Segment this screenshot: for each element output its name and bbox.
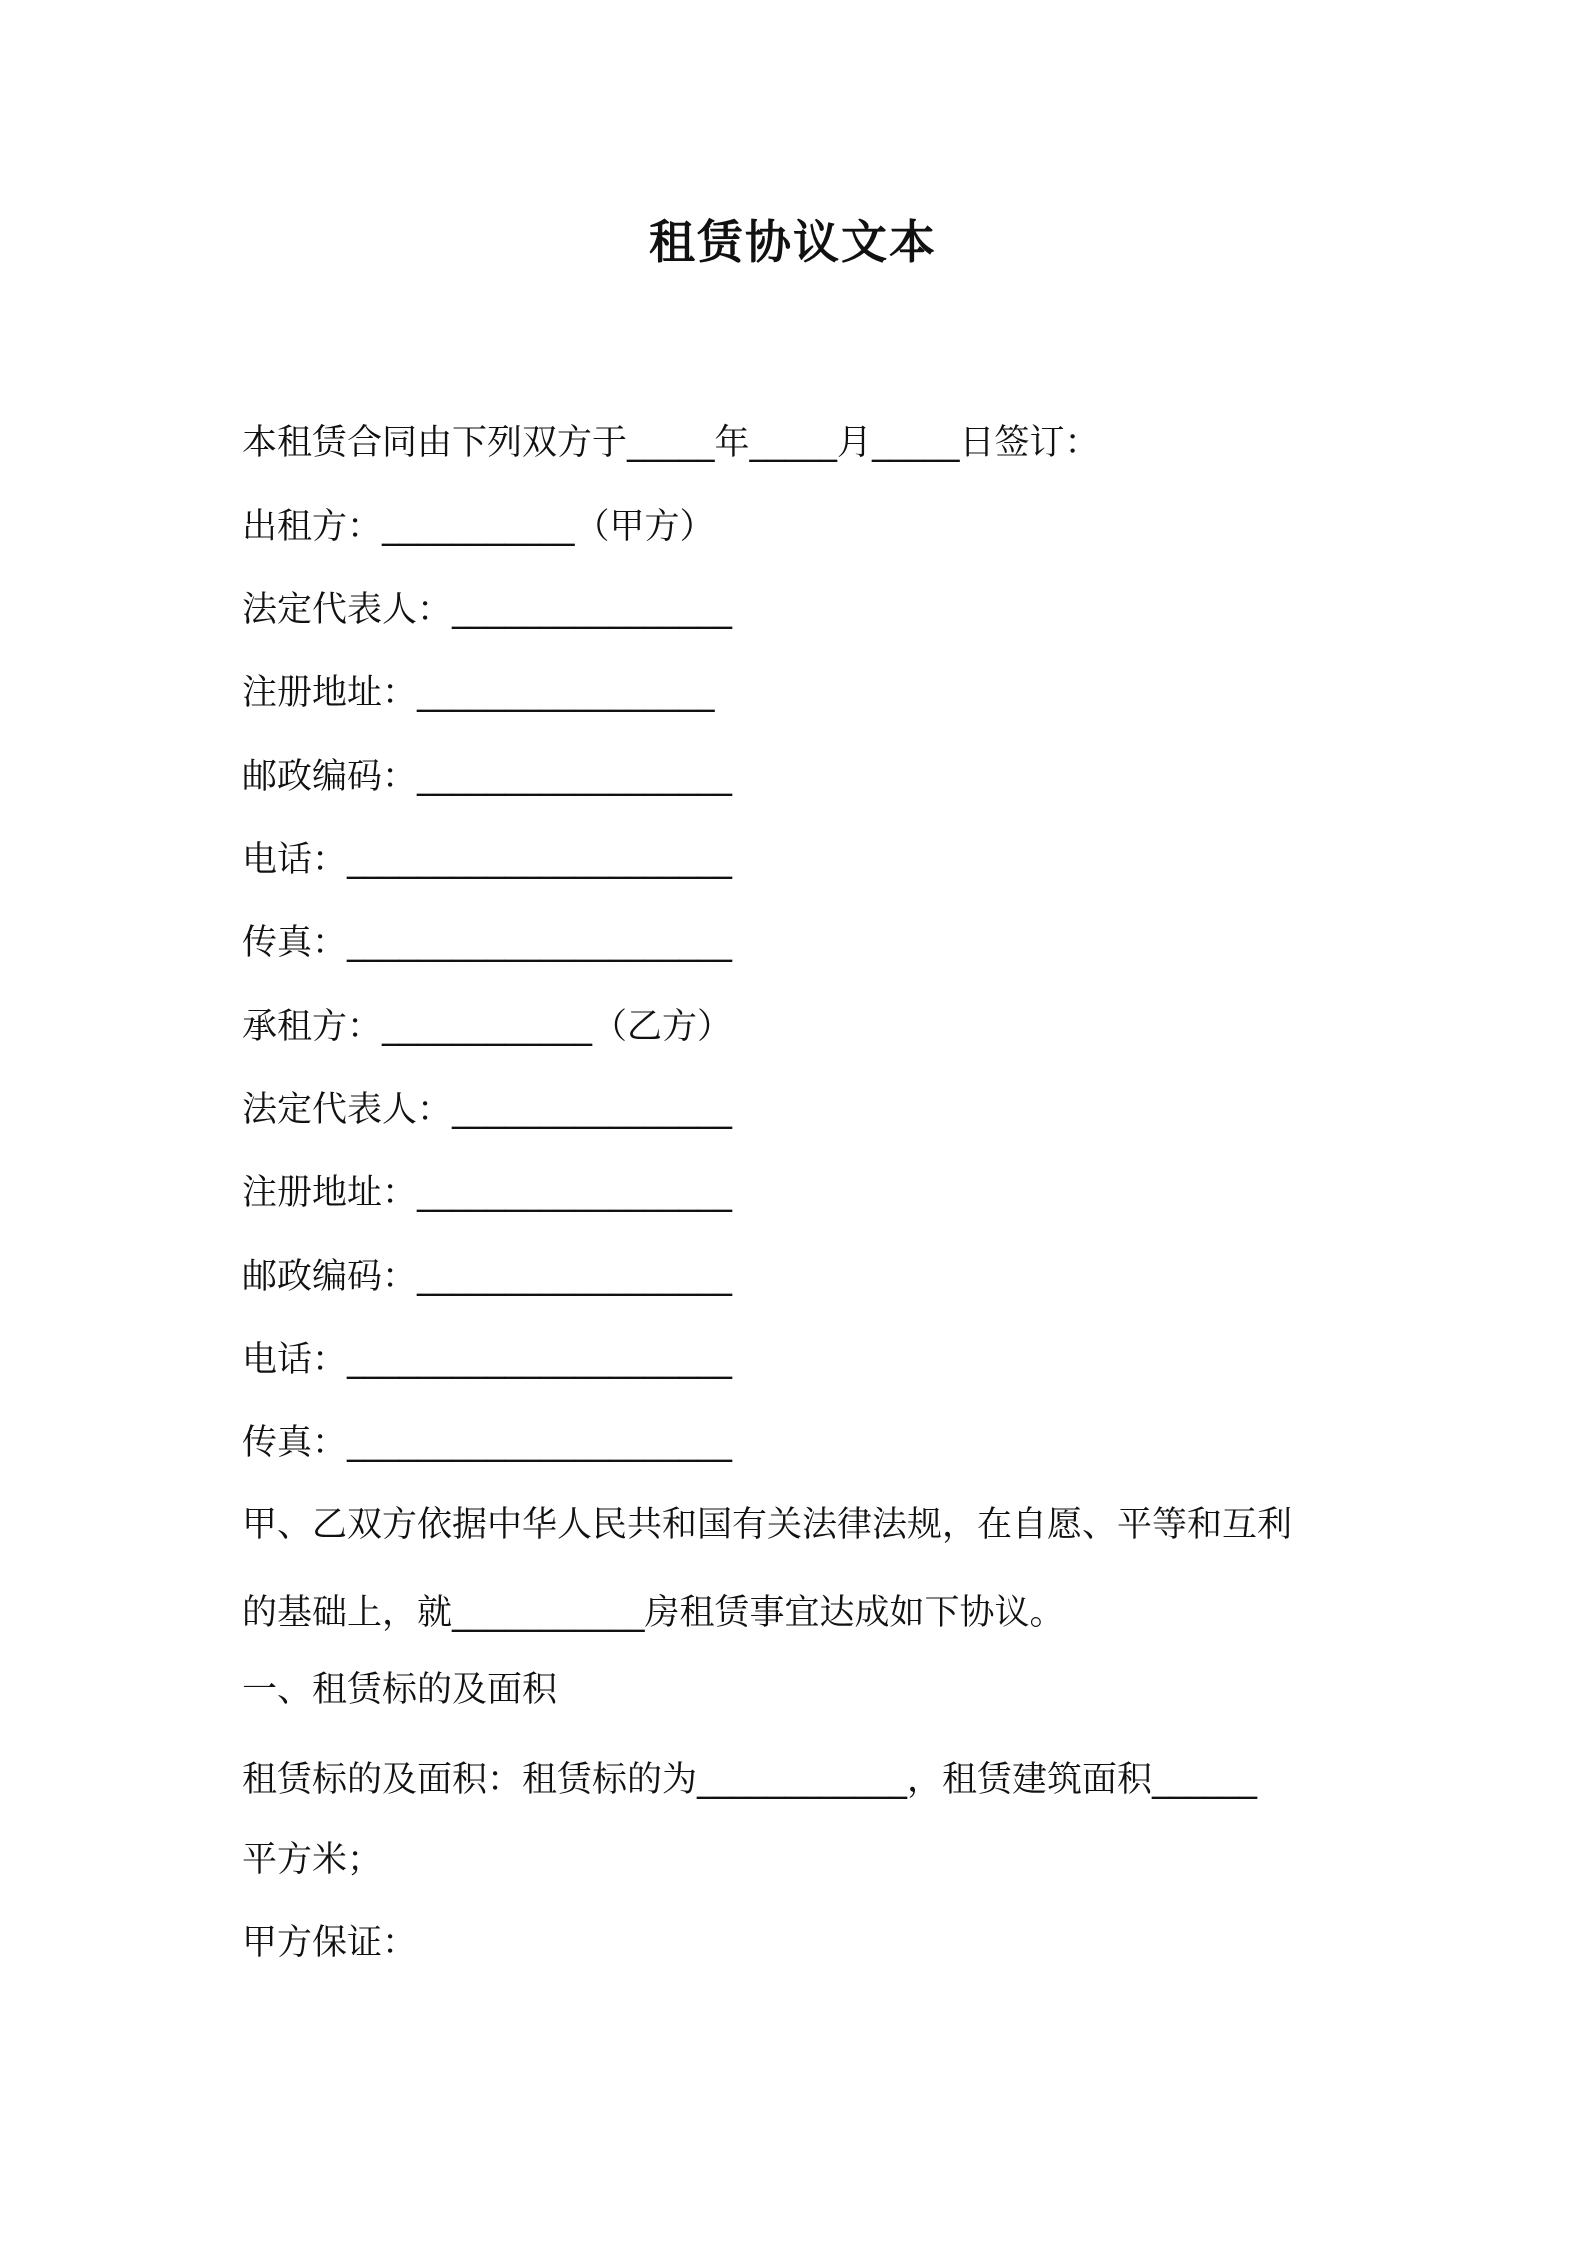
lessor-legal-rep-line: 法定代表人：________________ xyxy=(242,590,733,630)
lessee-postcode-line: 邮政编码：__________________ xyxy=(242,1257,733,1297)
lessee-legal-rep-line: 法定代表人：________________ xyxy=(242,1090,733,1130)
document-title: 租赁协议文本 xyxy=(649,215,937,269)
agreement-paragraph-line-1: 甲、乙双方依据中华人民共和国有关法律法规，在自愿、平等和互利 xyxy=(242,1505,1293,1545)
lessee-line: 承租方：____________（乙方） xyxy=(242,1007,733,1047)
lessee-fax-line: 传真：______________________ xyxy=(242,1423,733,1463)
lease-object-line-2: 平方米； xyxy=(242,1840,383,1880)
lessor-address-line: 注册地址：_________________ xyxy=(242,673,715,713)
lessor-fax-line: 传真：______________________ xyxy=(242,923,733,963)
contract-intro-line: 本租赁合同由下列双方于_____年_____月_____日签订： xyxy=(242,423,1100,463)
lessor-line: 出租方：___________（甲方） xyxy=(242,507,715,547)
agreement-paragraph-line-2: 的基础上，就___________房租赁事宜达成如下协议。 xyxy=(242,1593,1065,1633)
section-heading-lease-object: 一、租赁标的及面积 xyxy=(242,1670,558,1710)
lessee-phone-line: 电话：______________________ xyxy=(242,1340,733,1380)
lessor-guarantee-line: 甲方保证： xyxy=(242,1923,418,1963)
lessor-phone-line: 电话：______________________ xyxy=(242,840,733,880)
lessor-postcode-line: 邮政编码：__________________ xyxy=(242,757,733,797)
lessee-address-line: 注册地址：__________________ xyxy=(242,1173,733,1213)
lease-object-line-1: 租赁标的及面积：租赁标的为____________，租赁建筑面积______ xyxy=(242,1760,1258,1800)
